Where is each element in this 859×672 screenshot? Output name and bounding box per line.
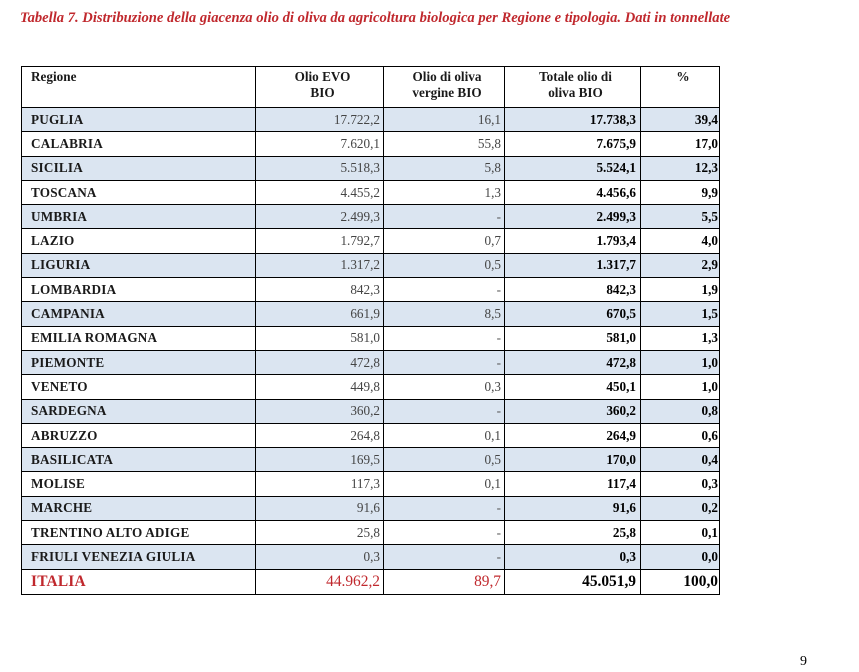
percent-cell: 9,9 <box>641 180 720 204</box>
table-row <box>22 156 720 180</box>
region-cell: TRENTINO ALTO ADIGE <box>22 521 256 545</box>
vergine-cell: 8,5 <box>384 302 505 326</box>
vergine-cell: 1,3 <box>384 180 505 204</box>
evo-cell: 117,3 <box>256 472 384 496</box>
table-row <box>22 326 720 350</box>
percent-cell: 1,9 <box>641 278 720 302</box>
table-row <box>22 545 720 569</box>
vergine-cell: - <box>384 399 505 423</box>
table-row <box>22 253 720 277</box>
percent-cell: 4,0 <box>641 229 720 253</box>
evo-cell: 264,8 <box>256 423 384 447</box>
totale-cell: 17.738,3 <box>505 108 641 132</box>
table-row <box>22 521 720 545</box>
table-row <box>22 472 720 496</box>
total-row <box>22 569 720 594</box>
region-cell: ABRUZZO <box>22 423 256 447</box>
evo-cell: 360,2 <box>256 399 384 423</box>
totale-cell: 1.317,7 <box>505 253 641 277</box>
percent-cell: 1,0 <box>641 350 720 374</box>
vergine-cell: 89,7 <box>384 569 505 594</box>
percent-cell: 0,6 <box>641 423 720 447</box>
percent-cell: 0,1 <box>641 521 720 545</box>
evo-cell: 1.317,2 <box>256 253 384 277</box>
evo-cell: 4.455,2 <box>256 180 384 204</box>
totale-cell: 360,2 <box>505 399 641 423</box>
totale-cell: 264,9 <box>505 423 641 447</box>
region-cell: PUGLIA <box>22 108 256 132</box>
evo-cell: 2.499,3 <box>256 205 384 229</box>
evo-cell: 842,3 <box>256 278 384 302</box>
evo-cell: 17.722,2 <box>256 108 384 132</box>
percent-cell: 39,4 <box>641 108 720 132</box>
region-cell: LIGURIA <box>22 253 256 277</box>
percent-cell: 1,5 <box>641 302 720 326</box>
vergine-cell: 0,5 <box>384 253 505 277</box>
totale-cell: 170,0 <box>505 448 641 472</box>
vergine-cell: - <box>384 545 505 569</box>
vergine-cell: - <box>384 350 505 374</box>
table-row <box>22 229 720 253</box>
header-olio-vergine: Olio di oliva vergine BIO <box>384 67 505 108</box>
header-percent: % <box>641 67 720 108</box>
percent-cell: 12,3 <box>641 156 720 180</box>
vergine-cell: 0,7 <box>384 229 505 253</box>
table-row <box>22 496 720 520</box>
evo-cell: 91,6 <box>256 496 384 520</box>
evo-cell: 661,9 <box>256 302 384 326</box>
vergine-cell: - <box>384 521 505 545</box>
vergine-cell: - <box>384 205 505 229</box>
table-row <box>22 350 720 374</box>
region-cell: VENETO <box>22 375 256 399</box>
totale-cell: 472,8 <box>505 350 641 374</box>
evo-cell: 0,3 <box>256 545 384 569</box>
region-cell: UMBRIA <box>22 205 256 229</box>
evo-cell: 5.518,3 <box>256 156 384 180</box>
region-cell: MARCHE <box>22 496 256 520</box>
table-row <box>22 205 720 229</box>
region-cell: FRIULI VENEZIA GIULIA <box>22 545 256 569</box>
totale-cell: 581,0 <box>505 326 641 350</box>
vergine-cell: 16,1 <box>384 108 505 132</box>
header-olio-evo: Olio EVO BIO <box>256 67 384 108</box>
totale-cell: 2.499,3 <box>505 205 641 229</box>
table-caption: Tabella 7. Distribuzione della giacenza olio di oliva da agricoltura biologica per Regione e tipologia. Dati in tonnellate <box>20 10 731 26</box>
percent-cell: 2,9 <box>641 253 720 277</box>
data-table <box>21 66 720 595</box>
totale-cell: 670,5 <box>505 302 641 326</box>
totale-cell: 450,1 <box>505 375 641 399</box>
percent-cell: 100,0 <box>641 569 720 594</box>
table-row <box>22 302 720 326</box>
percent-cell: 17,0 <box>641 132 720 156</box>
totale-cell: 7.675,9 <box>505 132 641 156</box>
table-row <box>22 399 720 423</box>
totale-cell: 5.524,1 <box>505 156 641 180</box>
totale-cell: 25,8 <box>505 521 641 545</box>
table-row <box>22 180 720 204</box>
evo-cell: 169,5 <box>256 448 384 472</box>
region-cell: EMILIA ROMAGNA <box>22 326 256 350</box>
region-cell: CALABRIA <box>22 132 256 156</box>
table-row <box>22 448 720 472</box>
percent-cell: 0,3 <box>641 472 720 496</box>
table-row <box>22 108 720 132</box>
header-row <box>22 67 720 108</box>
totale-cell: 1.793,4 <box>505 229 641 253</box>
vergine-cell: 0,1 <box>384 423 505 447</box>
vergine-cell: 55,8 <box>384 132 505 156</box>
vergine-cell: 0,3 <box>384 375 505 399</box>
vergine-cell: - <box>384 278 505 302</box>
region-cell: BASILICATA <box>22 448 256 472</box>
table-row <box>22 132 720 156</box>
percent-cell: 5,5 <box>641 205 720 229</box>
region-cell: SICILIA <box>22 156 256 180</box>
table-row <box>22 278 720 302</box>
region-cell: SARDEGNA <box>22 399 256 423</box>
percent-cell: 1,3 <box>641 326 720 350</box>
totale-cell: 842,3 <box>505 278 641 302</box>
totale-cell: 45.051,9 <box>505 569 641 594</box>
percent-cell: 0,2 <box>641 496 720 520</box>
evo-cell: 25,8 <box>256 521 384 545</box>
totale-cell: 0,3 <box>505 545 641 569</box>
vergine-cell: 0,1 <box>384 472 505 496</box>
percent-cell: 0,0 <box>641 545 720 569</box>
totale-cell: 117,4 <box>505 472 641 496</box>
evo-cell: 1.792,7 <box>256 229 384 253</box>
evo-cell: 581,0 <box>256 326 384 350</box>
header-totale: Totale olio di oliva BIO <box>505 67 641 108</box>
totale-cell: 4.456,6 <box>505 180 641 204</box>
percent-cell: 0,8 <box>641 399 720 423</box>
header-regione: Regione <box>22 67 256 108</box>
region-cell: MOLISE <box>22 472 256 496</box>
region-cell: LAZIO <box>22 229 256 253</box>
evo-cell: 449,8 <box>256 375 384 399</box>
evo-cell: 44.962,2 <box>256 569 384 594</box>
table-row <box>22 423 720 447</box>
vergine-cell: 5,8 <box>384 156 505 180</box>
table-row <box>22 375 720 399</box>
percent-cell: 1,0 <box>641 375 720 399</box>
vergine-cell: - <box>384 326 505 350</box>
vergine-cell: - <box>384 496 505 520</box>
evo-cell: 472,8 <box>256 350 384 374</box>
totale-cell: 91,6 <box>505 496 641 520</box>
region-cell: PIEMONTE <box>22 350 256 374</box>
region-cell: CAMPANIA <box>22 302 256 326</box>
vergine-cell: 0,5 <box>384 448 505 472</box>
region-cell: TOSCANA <box>22 180 256 204</box>
table-body <box>22 108 720 595</box>
region-cell: LOMBARDIA <box>22 278 256 302</box>
percent-cell: 0,4 <box>641 448 720 472</box>
region-cell: ITALIA <box>22 569 256 594</box>
page-number: 9 <box>800 654 807 669</box>
evo-cell: 7.620,1 <box>256 132 384 156</box>
